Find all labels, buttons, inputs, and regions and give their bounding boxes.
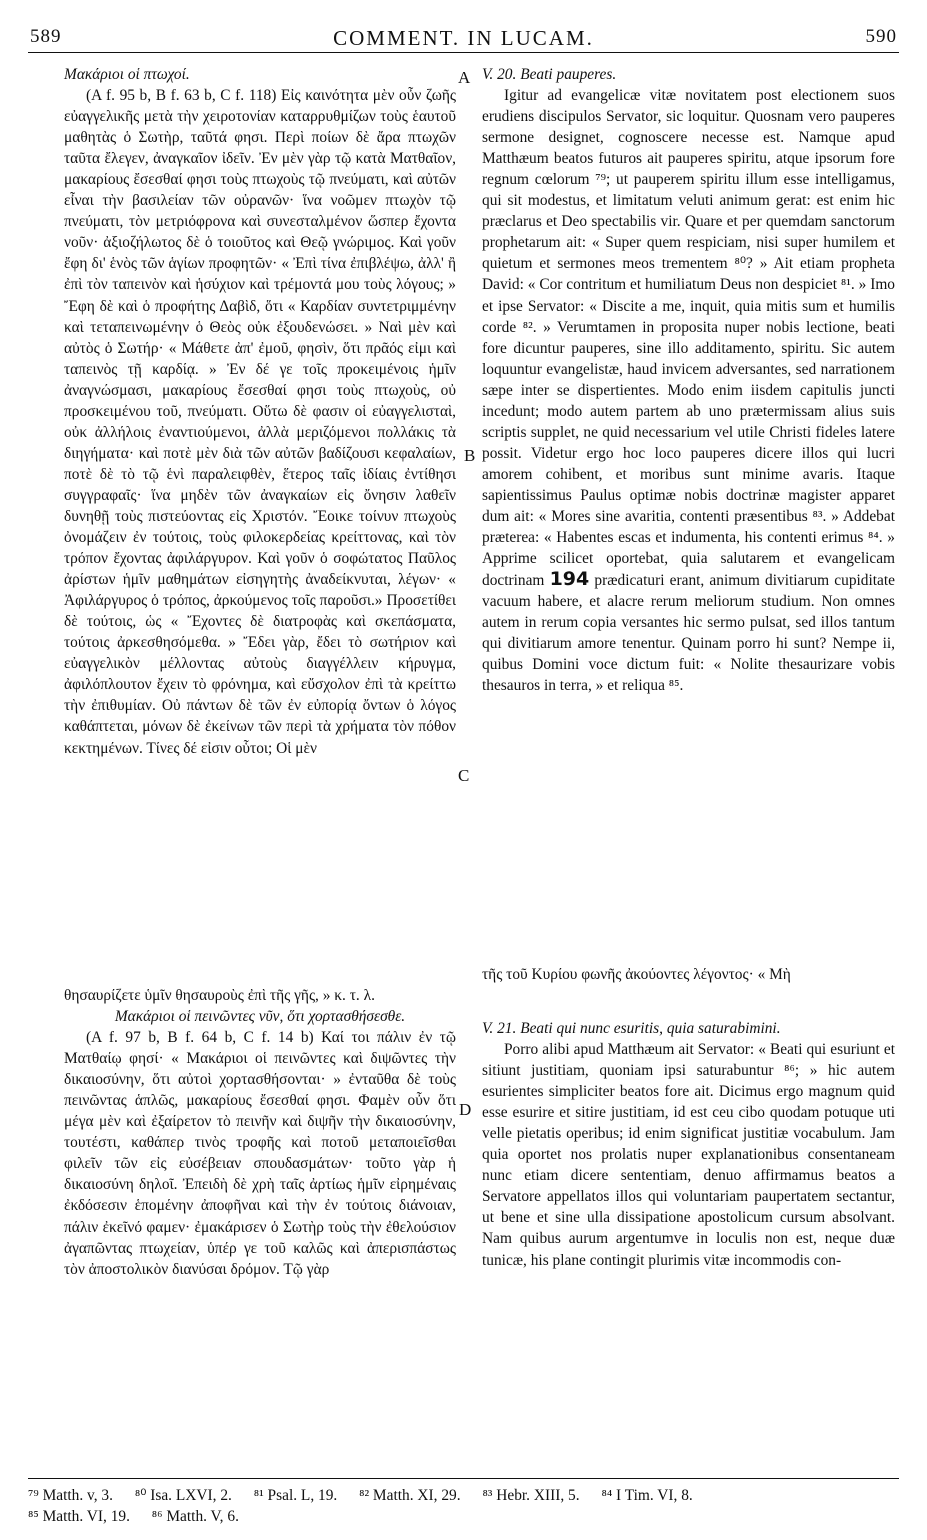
latin-paragraph-2: Porro alibi apud Matthæum ait Servator: « Beati qui esuriunt et sitiunt justitiam, quoniam ipsi saturabuntur ⁸⁶; » hic autem esurientes simpliciter beatos fore ait. Dicimus ergo magnum quid esse esurire et sitire justitiam, id est ceu cibo quodam potuque uti velle pietatis operibus; id enim significat justitiæ vocabulum. Jam quia oportet nos prolatis nuper explanationibus consentaneam nunc etiam dicere sententiam, denuo affirmamus beatos a Servatore appellatos illos qui voluntariam paupertatem sectantur, ut bene et sine ulla dissipatione apostolicum cursum absolvant. Nam quibus aurum argentumve in loculis non est, neque duæ tunicæ, his plane contingit plurimis vitæ incommodis con-	[482, 1041, 895, 1269]
margin-letter-d: D	[459, 1100, 472, 1119]
running-header	[28, 26, 899, 53]
footnote-row-2	[28, 1506, 899, 1527]
footnote-86: ⁸⁶ Matth. V, 6.	[151, 1508, 239, 1525]
footnote-row-1	[28, 1485, 899, 1506]
margin-letter-c: C	[458, 766, 470, 785]
latin-column-top	[482, 64, 895, 964]
greek-heading-2: Μακάριοι οἱ πεινῶντες νῦν, ὅτι χορτασθήσεσθε.	[114, 1008, 406, 1026]
greek-column-top	[64, 64, 456, 964]
latin-column-bottom	[482, 1018, 895, 1468]
greek-column-bottom	[64, 985, 456, 1465]
footnotes	[28, 1478, 899, 1527]
greek-heading-1: Μακάριοι οἱ πτωχοί.	[64, 66, 190, 83]
left-page-number: 589	[30, 26, 62, 47]
greek-paragraph-2: (A f. 97 b, B f. 64 b, C f. 14 b) Καί τοι πάλιν ἐν τῷ Ματθαίῳ φησί· « Μακάριοι οἱ πεινῶντες καὶ διψῶντες τὴν δικαιοσύνην, ὅτι αὐτοὶ χορτασθήσονται· » ἐνταῦθα δὲ τοὺς πεινῶντας ἁπλῶς, μακαρίους ἔσεσθαί φησι. Φαμὲν οὖν ὅτι μέγα μὲν καὶ ἐξαίρετον τὸ πεινῆν καὶ διψῆν τὴν δικαιοσύνην, τουτέστι, καθάπερ τινὸς τροφῆς καὶ ποτοῦ μεταποιεῖσθαι φιλεῖν τῶν εἰς εὐσέβειαν σπουδασμάτων· τοῦτο γὰρ ἡ δικαιοσύνη δηλοῖ. Ἐπειδὴ δὲ χρὴ ταῖς ἀρτίως ἡμῖν εἰρημέναις ἐκδόσεσιν ἑπομένην ἀποφῆναι καὶ τὴν ἐν τούτοις διάνοιαν, πάλιν ἐκεῖνό φαμεν· ἐμακάρισεν ὁ Σωτὴρ τοὺς τὴν ἐθελούσιον ἀγαπῶντας πτωχείαν, ὑπέρ γε τοῦ καλῶς καὶ ἀπερισπάστως τὸν ἀποστολικὸν διανύσαι δρόμον. Τῷ γὰρ	[64, 1029, 456, 1278]
footnote-81: ⁸¹ Psal. L, 19.	[253, 1487, 338, 1504]
greek-cross-line: θησαυρίζετε ὑμῖν θησαυροὺς ἐπὶ τῆς γῆς, » κ. τ. λ.	[64, 987, 375, 1004]
right-page-number: 590	[865, 26, 897, 47]
footnote-85: ⁸⁵ Matth. VI, 19.	[28, 1508, 130, 1525]
latin-heading-2: V. 21. Beati qui nunc esuritis, quia saturabimini.	[482, 1020, 781, 1037]
footnote-83: ⁸³ Hebr. XIII, 5.	[482, 1487, 580, 1504]
margin-letter-b: B	[464, 446, 476, 465]
latin-heading-1: V. 20. Beati pauperes.	[482, 66, 617, 83]
margin-letter-a: A	[458, 68, 471, 87]
running-title: COMMENT. IN LUCAM.	[333, 26, 594, 50]
latin-cross-line: τῆς τοῦ Κυρίου φωνῆς ἀκούοντες λέγοντος· « Μὴ	[482, 966, 791, 983]
greek-paragraph-1: (A f. 95 b, B f. 63 b, C f. 118) Εἰς καινότητα μὲν οὖν ζωῆς εὐαγγελικῆς μετὰ τὴν χειροτονίαν καταρρυθμίζων τοὺς ἑαυτοῦ μαθητὰς ὁ Σωτὴρ, ταῦτά φησι. Περὶ ποίων δὲ ἄρα πτωχῶν ταῦτα ἔλεγεν, ἀναγκαῖον ἰδεῖν. Ἐν μὲν γὰρ τῷ κατὰ Ματθαῖον, μακαρίους ἔσεσθαί φησι τοὺς πτωχοὺς τῷ πνεύματι, καὶ αὐτῶν εἶναι τὴν βασιλείαν τῶν οὐρανῶν· ἵνα νοῶμεν πτωχὸν τῷ πνεύματι, τὸν μετριόφρονα καὶ συνεσταλμένον ὥσπερ ἔχοντα νοῦν· ἀξιοζήλωτος δὲ ὁ τοιοῦτος καὶ Θεῷ γνώριμος. Καὶ γοῦν ἔφη δι' ἑνὸς τῶν ἁγίων προφητῶν· « Ἐπὶ τίνα ἐπιβλέψω, ἀλλ' ἢ ἐπὶ τὸν ταπεινὸν καὶ ἡσύχιον καὶ τρέμοντά μου τοὺς λόγους; » Ἔφη δὲ καὶ ὁ προφήτης Δαβὶδ, ὅτι « Καρδίαν συντετριμμένην καὶ τεταπεινωμένην ὁ Θεὸς οὐκ ἐξουδενώσει. » Ναὶ μὲν καὶ αὐτὸς ὁ Σωτήρ· « Μάθετε ἀπ' ἐμοῦ, φησὶν, ὅτι πρᾶός εἰμι καὶ ταπεινὸς τῇ καρδίᾳ. » Ἐν δέ γε τοῖς προκειμένοις ἡμῖν ἀναγνώσμασι, μακαρίους ἔσεσθαί φησι τοὺς πτωχοὺς, οὐ προσκειμένου τοῦ, πνεύματι. Οὕτω δὲ φασιν οἱ εὐαγγελισταὶ, οὐκ ἀλλήλοις ἐναντιούμενοι, ἀλλὰ μεριζόμενοι πολλάκις τὰ διηγήματα· καὶ ποτὲ μὲν διὰ τῶν αὐτῶν βαδίζουσι κεφαλαίων, ποτὲ δὲ τὸ τῷ ἑνὶ παραλειφθὲν, ἕτερος ταῖς ἰδίαις ἐντίθησι συγγραφαῖς· ἵνα μηδὲν τῶν ἀναγκαίων εἰς ὄνησιν λαθεῖν δυνηθῇ τοὺς πιστεύοντας εἰς Χριστόν. Ἔοικε τοίνυν πτωχοὺς ὀνομάζειν ἐν τούτοις, τοὺς φιλοκερδείας κρείττονας, καὶ τὸν τρόπον ἔχοντας ἀφιλάργυρον. Καὶ γοῦν ὁ σοφώτατος Παῦλος ἀρίστων ἡμῖν μαθημάτων εἰσηγητὴς ἀναδείκνυται, λέγων· « Ἀφιλάργυρος ὁ τρόπος, ἀρκούμενος τοῖς παροῦσι.» Προσετίθει δὲ τούτοις, ὡς « Ἔχοντες δὲ διατροφὰς καὶ σκεπάσματα, τούτοις ἀρκεσθησόμεθα. » Ἔδει γὰρ, ἔδει τὸ σωτήριον καὶ εὐαγγελικὸν μέλλοντας αὐτοὺς διαγγέλλειν κήρυγμα, ἀφιλόπλουτον ἔχειν τὸ φρόνημα, καὶ εὔσχολον ἐπὶ τὰ κρείττω τὴν ἐπιθυμίαν. Οὐ πάντων δὲ τῶν ἐν εὐπορίᾳ ὄντων ὁ λόγος καθάπτεται, μόνων δὲ ἐκείνων τῶν περὶ τὰ χρήματα τὸν πόθον κεκτημένων. Τίνες δέ εἰσιν οὗτοι; Οἱ μὲν	[64, 87, 456, 757]
latin-paragraph-1: Igitur ad evangelicæ vitæ novitatem post electionem suos erudiens discipulos Servator, sic loquitur. Quosnam vero pauperes sermone designet, cognoscere necesse est. Namque apud Matthæum beatos futuros ait pauperes spiritu, atque ipsorum fore regnum cœlorum ⁷⁹; ut pauperem spiritu illum esse intelligamus, qui sit modestus, et limitatum veluti animum gerat: est enim hic præclarus et Deo spectabilis vir. Quare et per quemdam sanctorum prophetarum ait: « Super quem respiciam, nisi super humilem et quietum et sermones meos trementem ⁸⁰? » Ait etiam propheta David: « Cor contritum et humiliatum Deus non despiciet ⁸¹. » Imo et ipse Servator: « Discite a me, inquit, quia mitis sum et humilis corde ⁸². » Verumtamen in proposita nuper nobis lectione, beati fore dicuntur pauperes, sine illo additamento, spiritu. Sic autem loquuntur evangelistæ, haud invicem adversantes, sed narrationem sæpe inter se dispertientes. Modo enim iisdem capitulis juncti incedunt; modo autem partem ab uno prætermissam alius suis scriptis supplet, ne quid necessarium vel utile Christi fideles latere possit. Videtur ergo hoc loco pauperes dicere illos qui lucri amorem cohibent, et moribus sunt minime avaris. Itaque sapientissimus Paulus optimæ nobis doctrinæ magister apparet dum ait: « Mores sine avaritia, contenti præsentibus ⁸³. » Addebat præterea: « Habentes escas et indumenta, his contenti erimus ⁸⁴. » Apprime scilicet oportebat, quia salutarem et evangelicam doctrinam 194 prædicaturi erant, animum divitiarum cupiditate vacuum habere, et alacre rerum meliorum studium. Non omnes autem in rerum copia versantes hic sermo pulsat, sed illos tantum qui divitiarum amore tenentur. Quinam porro hi sunt? Nempe ii, quibus Domini voce dictum fuit: « Nolite thesaurizare vobis thesauros in terra, » et reliqua ⁸⁵.	[482, 87, 895, 695]
footnote-79: ⁷⁹ Matth. v, 3.	[28, 1487, 113, 1504]
footnote-82: ⁸² Matth. XI, 29.	[359, 1487, 461, 1504]
footnote-80: ⁸⁰ Isa. LXVI, 2.	[134, 1487, 232, 1504]
footnote-84: ⁸⁴ I Tim. VI, 8.	[601, 1487, 693, 1504]
edition-page-number: 194	[549, 568, 590, 591]
